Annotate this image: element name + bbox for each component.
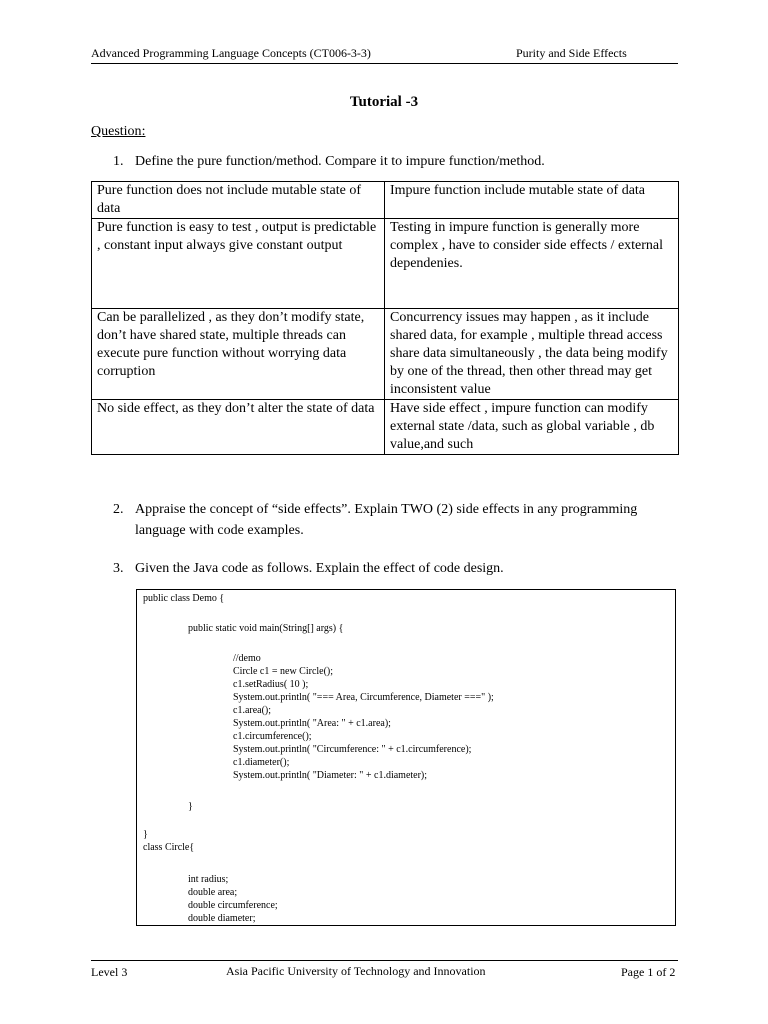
code-line: c1.diameter(); xyxy=(233,757,290,768)
header-divider xyxy=(91,63,678,64)
code-line: double circumference; xyxy=(188,900,278,911)
question-text: Define the pure function/method. Compare it to impure function/method. xyxy=(135,154,545,169)
impure-cell: Testing in impure function is generally more complex , have to consider side effects / external dependenies. xyxy=(385,219,679,309)
question-text: Appraise the concept of “side effects”. Explain TWO (2) side effects in any programming language with code examples. xyxy=(135,502,638,538)
code-line: double area; xyxy=(188,887,238,898)
header-course: Advanced Programming Language Concepts (CT006-3-3) xyxy=(91,46,371,60)
question-label-text: Question xyxy=(91,124,142,139)
question-number: 3. xyxy=(113,561,124,576)
question-number: 2. xyxy=(113,502,124,517)
table-row xyxy=(92,400,679,455)
comparison-table xyxy=(91,181,679,455)
question-2 xyxy=(113,499,683,541)
question-label-colon: : xyxy=(141,124,146,139)
footer-divider xyxy=(91,960,678,961)
code-line: c1.area(); xyxy=(233,705,272,716)
code-line: System.out.println( "=== Area, Circumference, Diameter ===" ); xyxy=(233,692,494,703)
table-row xyxy=(92,219,679,309)
footer-university: Asia Pacific University of Technology and Innovation xyxy=(226,964,486,978)
code-line: //demo xyxy=(233,653,261,664)
code-line: public class Demo { xyxy=(143,593,225,604)
code-line: c1.circumference(); xyxy=(233,731,312,742)
code-line: } xyxy=(143,829,148,840)
code-line: System.out.println( "Circumference: " + c1.circumference); xyxy=(233,744,472,755)
question-3 xyxy=(113,558,683,579)
pure-cell: Pure function is easy to test , output is predictable , constant input always give constant output xyxy=(92,219,385,309)
footer-page-number: Page 1 of 2 xyxy=(621,965,676,979)
code-line: Circle c1 = new Circle(); xyxy=(233,666,334,677)
header-topic: Purity and Side Effects xyxy=(516,46,627,60)
impure-cell: Impure function include mutable state of data xyxy=(385,182,679,219)
question-1 xyxy=(113,151,683,172)
question-label xyxy=(91,124,145,140)
pure-cell: Can be parallelized , as they don’t modify state, don’t have shared state, multiple threads can execute pure function without worrying data corruption xyxy=(92,309,385,400)
pure-cell: Pure function does not include mutable state of data xyxy=(92,182,385,219)
code-line: public static void main(String[] args) { xyxy=(188,623,344,634)
table-row xyxy=(92,309,679,400)
code-line: System.out.println( "Area: " + c1.area); xyxy=(233,718,391,729)
code-line: double diameter; xyxy=(188,913,256,924)
code-line: } xyxy=(188,801,193,812)
code-line: class Circle{ xyxy=(143,842,195,853)
impure-cell: Concurrency issues may happen , as it include shared data, for example , multiple thread access share data simultaneously , the data being modify by one of the thread, then other thread may get inconsistent value xyxy=(385,309,679,400)
table-row xyxy=(92,182,679,219)
pure-cell: No side effect, as they don’t alter the state of data xyxy=(92,400,385,455)
question-text: Given the Java code as follows. Explain the effect of code design. xyxy=(135,561,504,576)
code-line: System.out.println( "Diameter: " + c1.diameter); xyxy=(233,770,428,781)
code-line: int radius; xyxy=(188,874,229,885)
page-title: Tutorial -3 xyxy=(349,94,419,110)
footer-level: Level 3 xyxy=(91,965,128,979)
code-line: c1.setRadius( 10 ); xyxy=(233,679,309,690)
code-snippet-box xyxy=(136,589,676,926)
impure-cell: Have side effect , impure function can modify external state /data, such as global variable , db value,and such xyxy=(385,400,679,455)
question-number: 1. xyxy=(113,154,124,169)
